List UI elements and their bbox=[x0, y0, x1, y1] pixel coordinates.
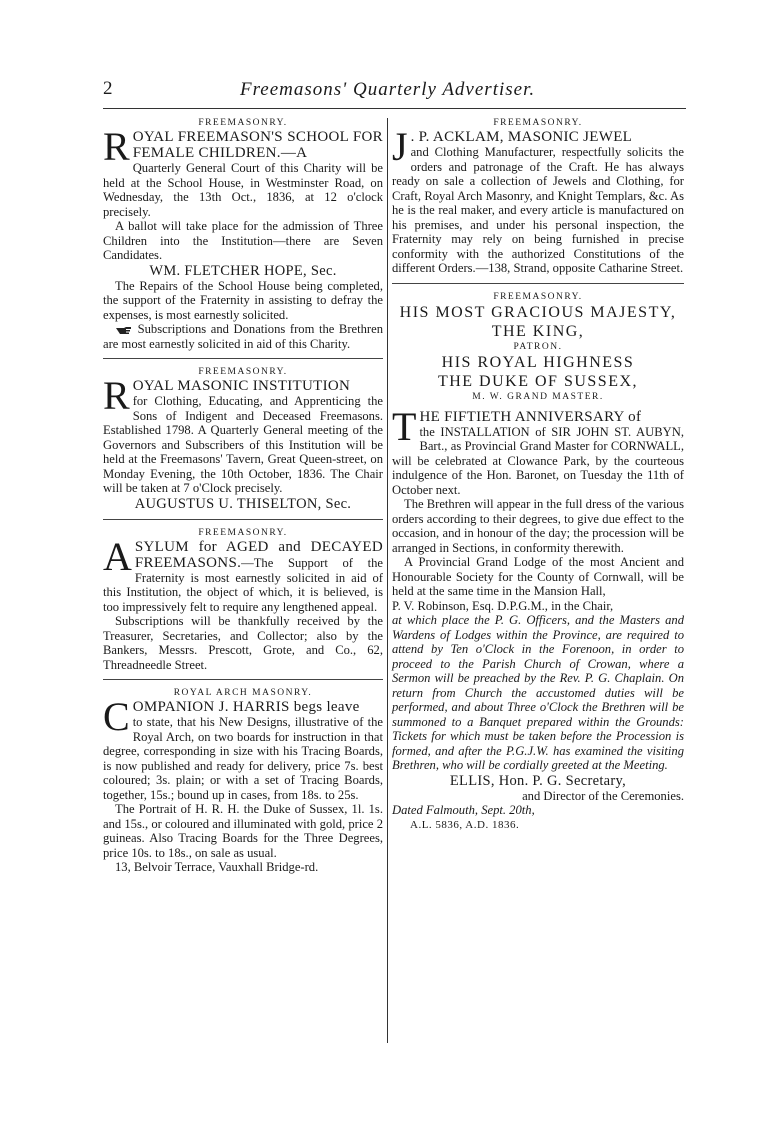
dated-line: A.L. 5836, A.D. 1836. bbox=[410, 818, 520, 831]
ad-royal-arch bbox=[103, 687, 383, 875]
ad-paragraph: The Brethren will appear in the full dress of the various orders according to their degrees, to give due effect to the occasion, and in honour of the day; the procession will be arranged in Sections, in conformity therewith. bbox=[392, 497, 684, 555]
signature: AUGUSTUS U. THISELTON, Sec. bbox=[134, 495, 352, 512]
ad-lead: OYAL MASONIC INSTITUTION bbox=[132, 378, 351, 394]
column-divider bbox=[387, 118, 388, 1043]
ad-royal-masonic-institution bbox=[103, 366, 383, 512]
category-heading: FREEMASONRY. bbox=[198, 527, 288, 538]
left-column bbox=[103, 117, 383, 875]
signature-title: and Director of the Ceremonies. bbox=[522, 788, 684, 803]
patron-line: HIS MOST GRACIOUS MAJESTY, bbox=[399, 303, 677, 321]
dated-line: Dated Falmouth, Sept. 20th, bbox=[392, 803, 535, 817]
patron-line: THE KING, bbox=[491, 322, 585, 340]
signature: ELLIS, Hon. P. G. Secretary, bbox=[449, 772, 627, 789]
patron-label: PATRON. bbox=[513, 341, 563, 352]
ad-asylum bbox=[103, 527, 383, 673]
page-title: Freemasons' Quarterly Advertiser. bbox=[240, 79, 536, 100]
signature: WM. FLETCHER HOPE, Sec. bbox=[149, 262, 337, 279]
ad-paragraph: The Repairs of the School House being completed, the support of the Fraternity in assisting to defray the expenses, is most earnestly solicited. bbox=[103, 278, 383, 322]
section-rule bbox=[392, 283, 684, 284]
patron-label: M. W. GRAND MASTER. bbox=[472, 391, 604, 402]
ad-body: and Clothing Manufacturer, respectfully solicits the orders and patronage of the Craft. He has always ready on sale a collection of Jewels and Clothing, for Craft, Royal Arch Masonry, and Knight Templars, &c. As he is the real maker, and every article is manufactured on his premises, and under his personal inspection, the Fraternity may rely on being furnished in precise conformity with the authorized Constitutions of the different Orders.—138, Strand, opposite Catharine Street. bbox=[392, 145, 684, 275]
category-heading: FREEMASONRY. bbox=[198, 118, 288, 128]
ad-lead-line bbox=[103, 533, 383, 615]
category-heading: FREEMASONRY. bbox=[493, 291, 583, 302]
ad-body: the INSTALLATION of SIR JOHN ST. AUBYN, Bart., as Provincial Grand Master for CORNWALL, will be celebrated at Clowance Park, by the courteous indulgence of the Hon. Baronet, on Tuesday the 11th of October next. bbox=[392, 424, 684, 497]
drop-cap: A bbox=[103, 533, 132, 579]
patron-line: THE DUKE OF SUSSEX, bbox=[437, 372, 639, 390]
right-column bbox=[392, 117, 684, 832]
ad-paragraph bbox=[103, 322, 383, 351]
drop-cap: J bbox=[392, 124, 408, 169]
ad-paragraph: A ballot will take place for the admission of Three Children into the Institution—there are Seven Candidates. bbox=[103, 219, 383, 262]
section-rule bbox=[103, 679, 383, 680]
ad-paragraph: The Portrait of H. R. H. the Duke of Sussex, 1l. 1s. and 15s., or coloured and illuminated with gold, price 2 guineas. Also Tracing Boards for the Three Degrees, price 10s. to 18s., on sale as usual. bbox=[103, 802, 383, 860]
ad-paragraph-text: Subscriptions and Donations from the Brethren are most earnestly solicited in aid of this Charity. bbox=[103, 322, 383, 351]
category-heading: ROYAL ARCH MASONRY. bbox=[173, 688, 313, 698]
ad-paragraph: A Provincial Grand Lodge of the most Ancient and Honourable Society for the County of Cornwall, will be held at the same time in the Mansion Hall, bbox=[392, 555, 684, 598]
category-heading: FREEMASONRY. bbox=[493, 118, 583, 128]
ad-paragraph: Subscriptions will be thankfully received by the Treasurer, Secretaries, and Collector; also by the Bankers, Messrs. Prescott, Grote, and Co., 62, Threadneedle Street. bbox=[103, 614, 383, 672]
ad-body: for Clothing, Educating, and Apprenticing the Sons of Indigent and Deceased Freemasons. Established 1798. A Quarterly General meeting of the Governors and Subscribers of this Institution will be held at the Freemasons' Tavern, Great Queen-street, on Monday Evening, the 10th October, 1836. The Chair will be taken at 7 o'Clock precisely. bbox=[103, 394, 383, 495]
ad-lead: HE FIFTIETH ANNIVERSARY of bbox=[419, 408, 642, 425]
ad-body: to state, that his New Designs, illustrative of the Royal Arch, on two boards for instruction in that degree, corresponding in size with his Tracing Boards, is now published and ready for delivery, price 7s. best coloured; 3s. plain; or with a set of Tracing Boards, together, 15s.; bound up in cases, from 18s. to 25s. bbox=[103, 715, 383, 802]
ad-paragraph: at which place the P. G. Officers, and the Masters and Wardens of Lodges within the Province, are required to attend by Ten o'Clock in the Forenoon, in order to proceed to the Parish Church of Crowan, where a Sermon will be preached by the Rev. P. G. Chaplain. On return from Church the accustomed duties will be performed, and about Three o'Clock the Brethren will be summoned to a Banquet prepared within the Grounds: Tickets for which must be taken before the Procession is formed, and after the P.G.J.W. has examined the visiting Brethren, who will be cordially greeted at the Meeting. bbox=[392, 613, 684, 772]
drop-cap: T bbox=[392, 403, 417, 449]
ad-royal-freemasons-school bbox=[103, 117, 383, 351]
ad-fiftieth-anniversary bbox=[392, 291, 684, 833]
section-rule bbox=[103, 358, 383, 359]
ad-lead: . P. ACKLAM, MASONIC JEWEL bbox=[410, 129, 633, 145]
page-number: 2 bbox=[103, 78, 113, 99]
pointing-hand-icon bbox=[115, 326, 133, 335]
drop-cap: R bbox=[103, 124, 130, 169]
ad-acklam-jewel bbox=[392, 117, 684, 276]
ad-lead: SYLUM for AGED and DECAYED FREEMASONS. bbox=[134, 538, 383, 571]
ad-body: Quarterly General Court of this Charity will be held at the School House, in Westminster Road, on Wednesday, the 13th Oct., 1836, at 12 o'clock precisely. bbox=[103, 161, 383, 219]
drop-cap: C bbox=[103, 694, 130, 739]
category-heading: FREEMASONRY. bbox=[198, 367, 288, 377]
section-rule bbox=[103, 519, 383, 520]
ad-paragraph: P. V. Robinson, Esq. D.P.G.M., in the Chair, bbox=[392, 598, 614, 613]
ad-address: 13, Belvoir Terrace, Vauxhall Bridge-rd. bbox=[115, 860, 319, 874]
ad-lead: OYAL FREEMASON'S SCHOOL FOR FEMALE CHILDREN.—A bbox=[132, 129, 383, 161]
drop-cap: R bbox=[103, 373, 130, 418]
header-rule bbox=[103, 108, 686, 109]
ad-body: —The Support of the Fraternity is most earnestly solicited in aid of this Institution, the object of which, it is believed, is too impressively felt to require any lengthened appeal. bbox=[103, 555, 383, 614]
patron-line: HIS ROYAL HIGHNESS bbox=[441, 353, 635, 371]
ad-lead: OMPANION J. HARRIS begs leave bbox=[132, 699, 360, 715]
